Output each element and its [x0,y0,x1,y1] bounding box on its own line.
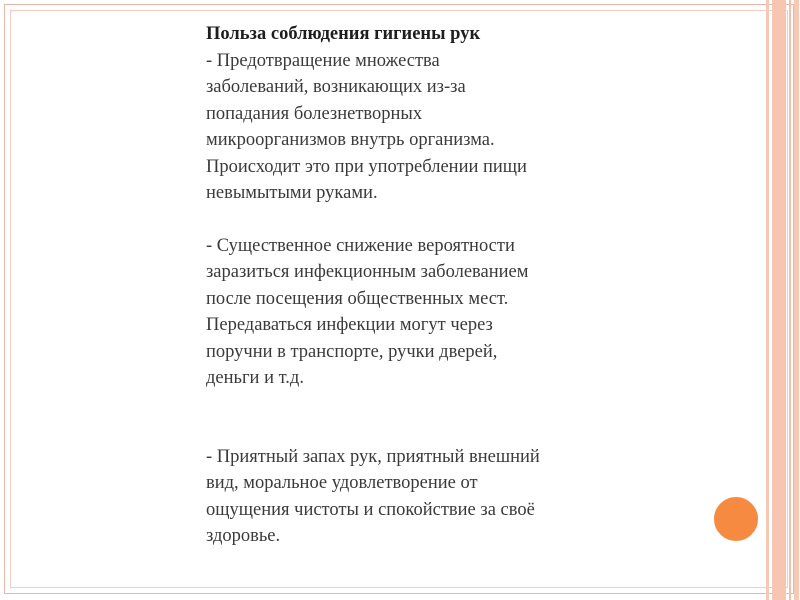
spacer [206,207,636,233]
slide-title: Польза соблюдения гигиены рук [206,24,481,44]
spacer [206,392,636,444]
decorative-stripe [766,0,769,600]
benefit-paragraph-2: - Существенное снижение вероятности заразиться инфекционным заболеванием после посещения общественных мест. Передаваться инфекции могут через поручни в транспорте, ручки дверей, деньги и т.д. [206,235,529,388]
benefit-paragraph-3: - Приятный запах рук, приятный внешний вид, моральное удовлетворение от ощущения чистоты и спокойствие за своё здоровье. [206,446,540,546]
decorative-stripe [772,0,786,600]
decorative-stripe [794,0,799,600]
slide-content [206,21,636,550]
benefit-paragraph-1: - Предотвращение множества заболеваний, возникающих из-за попадания болезнетворных микроорганизмов внутрь организма. Происходит это при употреблении пищи невымытыми руками. [206,50,527,203]
accent-circle-icon [711,494,761,544]
decorative-stripe [789,0,791,600]
